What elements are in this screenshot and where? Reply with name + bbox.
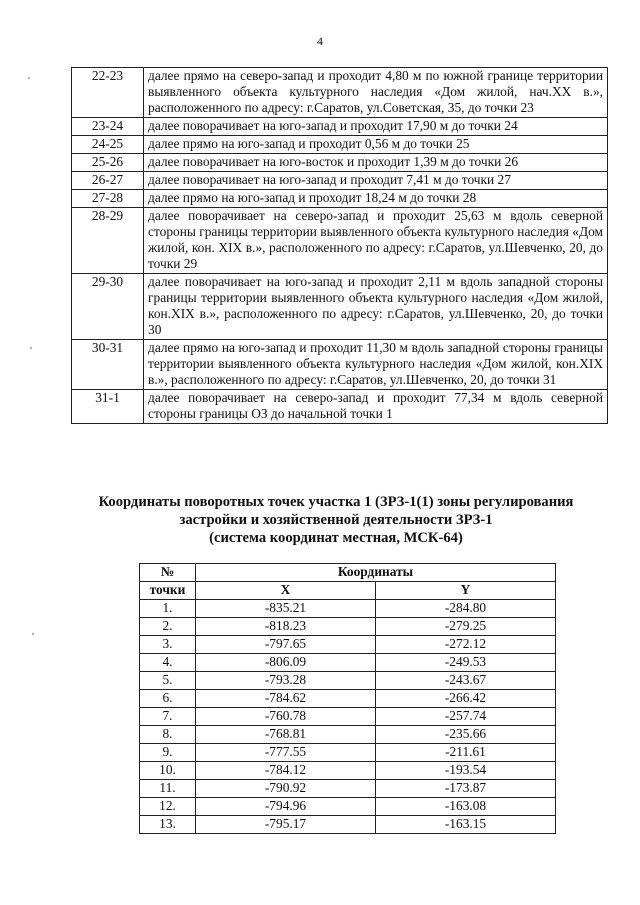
- coordinate-row: [140, 816, 556, 834]
- point-number: 4.: [140, 654, 196, 672]
- header-number: №: [140, 564, 196, 582]
- header-coordinates: Координаты: [196, 564, 556, 582]
- segment-id: 23-24: [72, 118, 144, 136]
- point-number: 1.: [140, 600, 196, 618]
- coordinate-y: -193.54: [376, 762, 556, 780]
- segment-row: [72, 68, 608, 118]
- segment-description: далее поворачивает на северо-запад и проходит 25,63 м вдоль северной стороны границы территории выявленного объекта культурного наследия «Дом жилой, кон. XIX в.», расположенного по адресу: г.Саратов, ул.Шевченко, 20, до точки 29: [144, 208, 608, 274]
- segment-description: далее поворачивает на юго-запад и проходит 7,41 м до точки 27: [144, 172, 608, 190]
- point-number: 10.: [140, 762, 196, 780]
- segment-row: [72, 208, 608, 274]
- coordinates-title-line-3: (система координат местная, МСК-64): [209, 530, 463, 546]
- coordinates-title-line-1: Координаты поворотных точек участка 1 (ЗРЗ-1(1) зоны регулирования: [98, 494, 574, 510]
- coordinate-y: -243.67: [376, 672, 556, 690]
- segment-description: далее прямо на северо-запад и проходит 4,80 м по южной границе территории выявленного объекта культурного наследия «Дом жилой, нач.XX в.», расположенного по адресу: г.Саратов, ул.Советская, 35, до точки 23: [144, 68, 608, 118]
- header-y: Y: [376, 582, 556, 600]
- segment-description: далее поворачивает на юго-запад и проходит 2,11 м вдоль западной стороны границы территории выявленного объекта культурного наследия «Дом жилой, кон.XIX в.», расположенного по адресу: г.Саратов, ул.Шевченко, 20, до точки 30: [144, 274, 608, 340]
- coordinate-row: [140, 708, 556, 726]
- coordinate-x: -818.23: [196, 618, 376, 636]
- segment-description: далее прямо на юго-запад и проходит 11,30 м вдоль западной стороны границы территории выявленного объекта культурного наследия «Дом жилой, кон.XIX в.», расположенного по адресу: г.Саратов, ул.Шевченко, 20, до точки 31: [144, 340, 608, 390]
- coordinate-x: -797.65: [196, 636, 376, 654]
- segment-id: 31-1: [72, 390, 144, 424]
- coordinate-row: [140, 672, 556, 690]
- point-number: 13.: [140, 816, 196, 834]
- coordinates-table: [139, 563, 556, 834]
- segment-row: [72, 118, 608, 136]
- point-number: 7.: [140, 708, 196, 726]
- scan-speck: [30, 347, 32, 349]
- scan-speck: [28, 77, 30, 79]
- coordinate-row: [140, 690, 556, 708]
- coordinate-y: -211.61: [376, 744, 556, 762]
- segment-id: 22-23: [72, 68, 144, 118]
- coordinate-row: [140, 618, 556, 636]
- coordinate-x: -806.09: [196, 654, 376, 672]
- segment-id: 27-28: [72, 190, 144, 208]
- coordinate-y: -284.80: [376, 600, 556, 618]
- point-number: 8.: [140, 726, 196, 744]
- segment-row: [72, 390, 608, 424]
- coordinate-x: -795.17: [196, 816, 376, 834]
- coordinate-y: -163.15: [376, 816, 556, 834]
- segment-description: далее поворачивает на юго-восток и проходит 1,39 м до точки 26: [144, 154, 608, 172]
- segment-row: [72, 154, 608, 172]
- segment-row: [72, 190, 608, 208]
- point-number: 5.: [140, 672, 196, 690]
- coordinate-y: -266.42: [376, 690, 556, 708]
- segment-id: 24-25: [72, 136, 144, 154]
- boundary-segments-table: [71, 67, 608, 424]
- segment-description: далее поворачивает на юго-запад и проходит 17,90 м до точки 24: [144, 118, 608, 136]
- segment-id: 30-31: [72, 340, 144, 390]
- coordinate-x: -835.21: [196, 600, 376, 618]
- coordinate-row: [140, 654, 556, 672]
- coordinates-title: [60, 493, 612, 547]
- coordinate-y: -235.66: [376, 726, 556, 744]
- segment-description: далее поворачивает на северо-запад и проходит 77,34 м вдоль северной стороны границы ОЗ до начальной точки 1: [144, 390, 608, 424]
- coordinate-x: -760.78: [196, 708, 376, 726]
- coordinate-row: [140, 780, 556, 798]
- point-number: 9.: [140, 744, 196, 762]
- segment-id: 26-27: [72, 172, 144, 190]
- segment-description: далее прямо на юго-запад и проходит 18,24 м до точки 28: [144, 190, 608, 208]
- segment-id: 25-26: [72, 154, 144, 172]
- coordinate-y: -279.25: [376, 618, 556, 636]
- point-number: 12.: [140, 798, 196, 816]
- segment-row: [72, 274, 608, 340]
- point-number: 11.: [140, 780, 196, 798]
- coordinate-row: [140, 636, 556, 654]
- coordinate-y: -163.08: [376, 798, 556, 816]
- page-number: 4: [317, 34, 323, 48]
- header-points: точки: [140, 582, 196, 600]
- coordinate-x: -784.12: [196, 762, 376, 780]
- coordinate-x: -768.81: [196, 726, 376, 744]
- coordinate-y: -173.87: [376, 780, 556, 798]
- coordinate-row: [140, 762, 556, 780]
- segment-id: 29-30: [72, 274, 144, 340]
- coordinates-title-line-2: застройки и хозяйственной деятельности ЗРЗ-1: [179, 512, 493, 528]
- coordinate-x: -794.96: [196, 798, 376, 816]
- segment-row: [72, 172, 608, 190]
- scan-speck: [32, 633, 34, 635]
- segment-row: [72, 340, 608, 390]
- coordinate-y: -257.74: [376, 708, 556, 726]
- point-number: 6.: [140, 690, 196, 708]
- coordinate-row: [140, 798, 556, 816]
- point-number: 2.: [140, 618, 196, 636]
- segment-description: далее прямо на юго-запад и проходит 0,56 м до точки 25: [144, 136, 608, 154]
- coordinate-x: -777.55: [196, 744, 376, 762]
- coordinate-row: [140, 600, 556, 618]
- segment-row: [72, 136, 608, 154]
- segment-id: 28-29: [72, 208, 144, 274]
- coordinate-x: -784.62: [196, 690, 376, 708]
- coordinate-y: -249.53: [376, 654, 556, 672]
- coordinate-x: -790.92: [196, 780, 376, 798]
- point-number: 3.: [140, 636, 196, 654]
- coordinate-y: -272.12: [376, 636, 556, 654]
- coordinate-row: [140, 744, 556, 762]
- coordinate-row: [140, 726, 556, 744]
- coordinate-x: -793.28: [196, 672, 376, 690]
- header-x: X: [196, 582, 376, 600]
